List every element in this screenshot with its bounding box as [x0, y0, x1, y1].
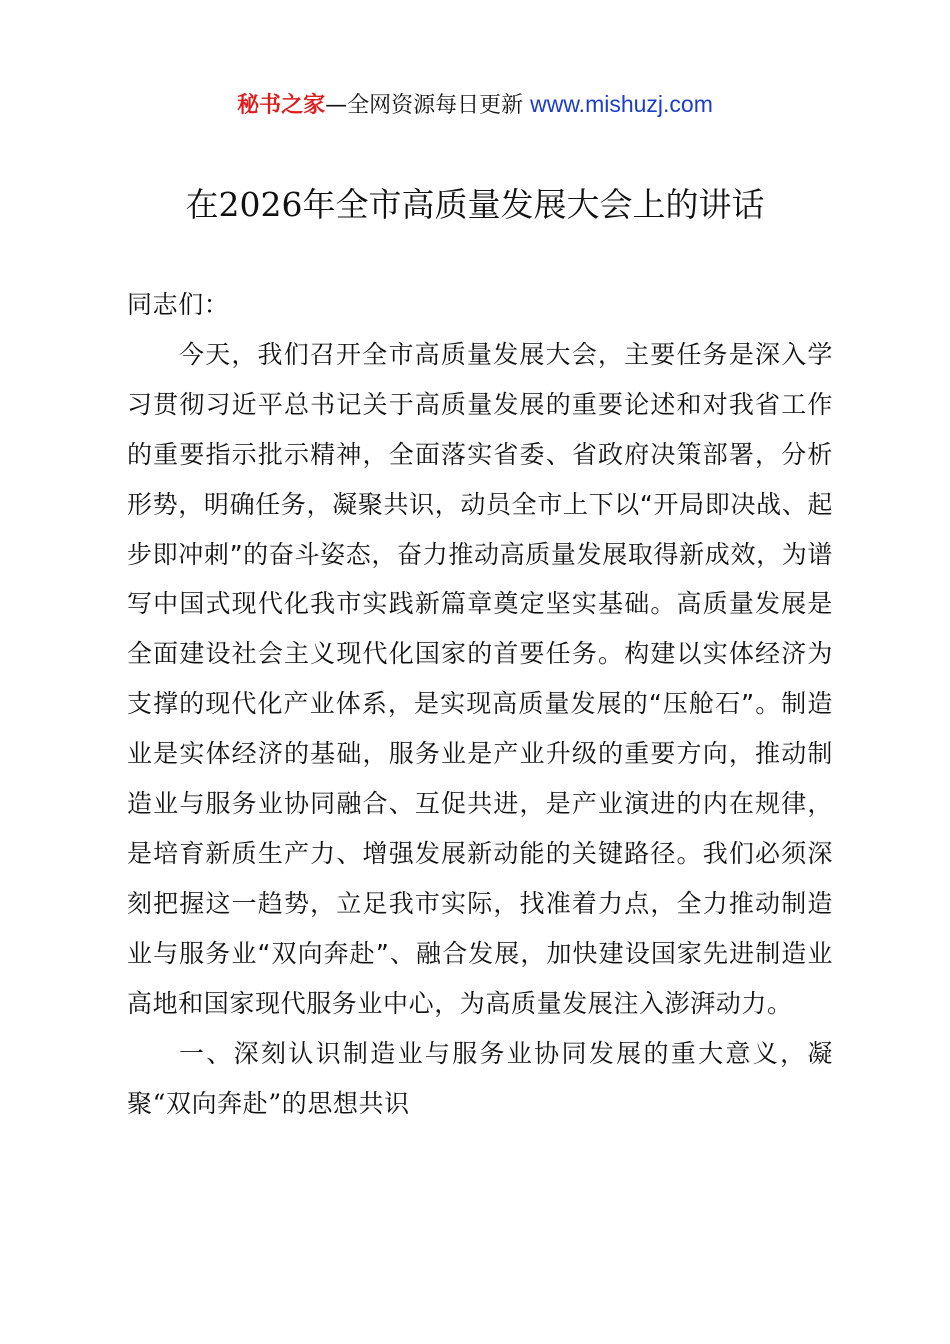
paragraph-intro: 今天，我们召开全市高质量发展大会，主要任务是深入学习贯彻习近平总书记关于高质量发展的重要论述和对我省工作的重要指示批示精神，全面落实省委、省政府决策部署，分析形势，明确任务，凝聚共识，动员全市上下以“开局即决战、起步即冲刺”的奋斗姿态，奋力推动高质量发展取得新成效，为谱写中国式现代化我市实践新篇章奠定坚实基础。高质量发展是全面建设社会主义现代化国家的首要任务。构建以实体经济为支撑的现代化产业体系，是实现高质量发展的“压舱石”。制造业是实体经济的基础，服务业是产业升级的重要方向，推动制造业与服务业协同融合、互促共进，是产业演进的内在规律，是培育新质生产力、增强发展新动能的关键路径。我们必须深刻把握这一趋势，立足我市实际，找准着力点，全力推动制造业与服务业“双向奔赴”、融合发展，加快建设国家先进制造业高地和国家现代服务业中心，为高质量发展注入澎湃动力。 [127, 339, 833, 1018]
document-title: 在2026年全市高质量发展大会上的讲话 [185, 185, 765, 224]
brand-name: 秘书之家 [237, 93, 326, 118]
site-url-link[interactable]: www.mishuzj.com [530, 91, 713, 117]
section-heading-1: 一、深刻认识制造业与服务业协同发展的重大意义，凝聚“双向奔赴”的思想共识 [127, 1038, 833, 1118]
site-header [0, 88, 950, 122]
document-body [127, 280, 833, 1128]
salutation: 同志们： [127, 290, 230, 319]
header-tagline: —全网资源每日更新 [325, 93, 531, 118]
